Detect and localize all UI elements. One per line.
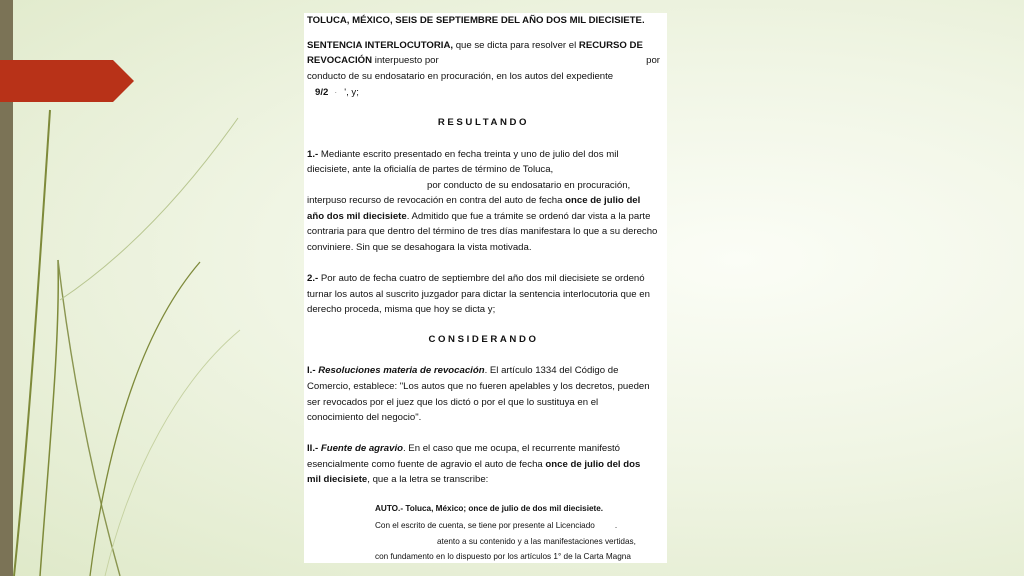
auto-line-2: atento a su contenido y a las manifestaciones vertidas,	[437, 537, 636, 546]
considerando-title: CONSIDERANDO	[428, 334, 539, 345]
auto-line-3: con fundamento en lo dispuesto por los artículos 1° de la Carta Magna	[375, 552, 631, 561]
r2-line-1: 2.- Por auto de fecha cuatro de septiembre del año dos mil diecisiete se ordenó	[307, 273, 645, 284]
document-page	[304, 13, 667, 563]
resultando-title: RESULTANDO	[437, 117, 530, 128]
r1-line-4: interpuso recurso de revocación en contra del auto de fecha once de julio del	[307, 195, 641, 206]
r1-line-6: contraria para que dentro del término de tres días manifestara lo que a su derecho	[307, 226, 658, 237]
r2-line-3: derecho proceda, misma que hoy se dicta y;	[307, 304, 496, 315]
r2-line-2: turnar los autos al suscrito juzgador para dictar la sentencia interlocutoria que en	[307, 289, 650, 300]
r1-line-3: por conducto de su endosatario en procuración,	[427, 180, 631, 191]
c1-line-1: I.- Resoluciones materia de revocación. El artículo 1334 del Código de	[307, 365, 619, 376]
c1-line-3: ser revocados por el juez que los dictó o por el que lo sustituya en el	[307, 397, 599, 408]
intro-line-2: REVOCACIÓN interpuesto por por	[307, 55, 660, 66]
intro-line-1: SENTENCIA INTERLOCUTORIA, que se dicta para resolver el RECURSO DE	[307, 40, 643, 51]
document-header: TOLUCA, MÉXICO, SEIS DE SEPTIEMBRE DEL AÑO DOS MIL DIECISIETE.	[307, 15, 645, 26]
c1-line-4: conocimiento del negocio".	[307, 412, 422, 423]
r1-line-5: año dos mil diecisiete. Admitido que fue a trámite se ordenó dar vista a la parte	[307, 211, 651, 222]
c1-line-2: Comercio, establece: "Los autos que no fueren apelables y los decretos, pueden	[307, 381, 650, 392]
r1-line-7: conviniere. Sin que se desahogara la vista motivada.	[307, 242, 532, 253]
red-arrow-shape	[0, 60, 134, 102]
r1-line-1: 1.- Mediante escrito presentado en fecha treinta y uno de julio del dos mil	[307, 149, 619, 160]
intro-line-3: conducto de su endosatario en procuración, en los autos del expediente	[307, 71, 614, 82]
auto-line-1: Con el escrito de cuenta, se tiene por presente al Licenciado .	[375, 521, 618, 530]
r1-line-2: diecisiete, ante la oficialía de partes de término de Toluca,	[307, 164, 554, 175]
c2-line-2: esencialmente como fuente de agravio el auto de fecha once de julio del dos	[307, 459, 641, 470]
auto-title: AUTO.- Toluca, México; once de julio de dos mil diecisiete.	[375, 504, 604, 513]
intro-line-4: 9/2 · ', y;	[315, 87, 359, 98]
c2-line-1: II.- Fuente de agravio. En el caso que me ocupa, el recurrente manifestó	[307, 443, 621, 454]
c2-line-3: mil diecisiete, que a la letra se transcribe:	[307, 474, 489, 485]
